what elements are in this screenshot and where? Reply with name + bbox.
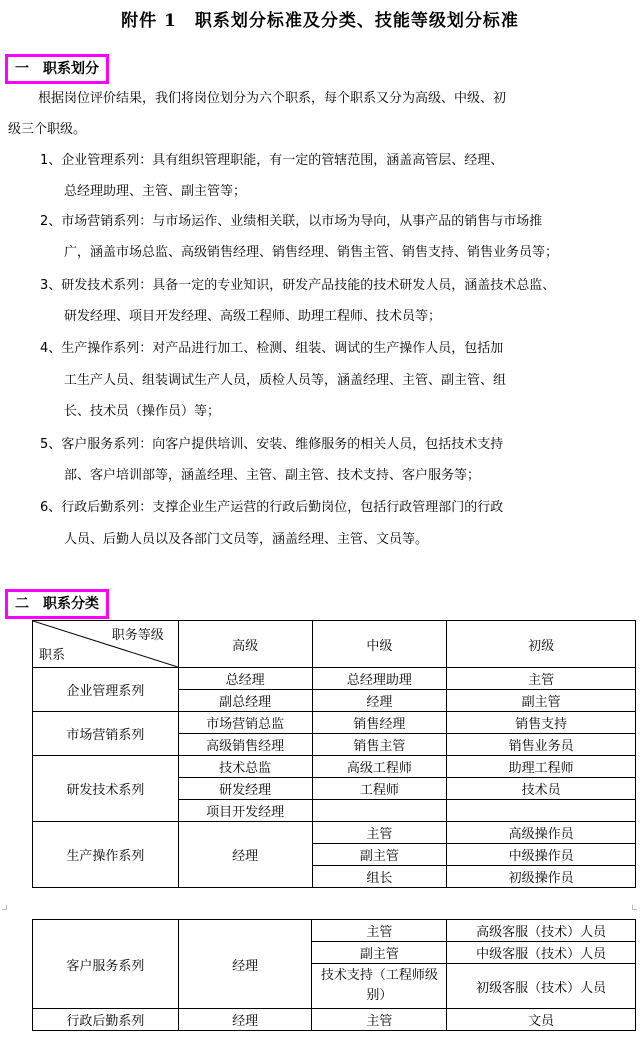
item-4-line-1: 4、生产操作系列：对产品进行加工、检测、组装、调试的生产操作人员，包括加 [40,341,504,356]
table-cell: 高级销售经理 [178,734,312,756]
table-cell: 初级操作员 [447,866,636,888]
table-row [33,668,636,690]
header-series-label: 职系 [39,648,66,663]
table-cell: 经理 [178,1009,312,1031]
table-cell: 助理工程师 [447,756,636,778]
series-name: 研发技术系列 [33,756,179,822]
table-cell: 工程师 [312,778,447,800]
table-cell: 技术支持（工程师级别） [312,964,447,1009]
table-cell: 主管 [312,822,447,844]
table-cell: 副总经理 [178,690,312,712]
table-row [33,920,636,942]
table-row [33,822,636,844]
item-6-line-1: 6、行政后勤系列：支撑企业生产运营的行政后勤岗位，包括行政管理部门的行政 [40,500,504,515]
item-1-line-2: 总经理助理、主管、副主管等； [64,184,247,199]
classification-table-part-2 [32,919,636,1031]
item-5-line-2: 部、客户培训部等，涵盖经理、主管、副主管、技术支持、客户服务等； [64,468,481,483]
table-cell: 主管 [312,1009,447,1031]
item-2-line-1: 2、市场营销系列：与市场运作、业绩相关联，以市场为导向，从事产品的销售与市场推 [40,214,543,229]
table-row [33,756,636,778]
table-cell: 经理 [178,920,312,1009]
table-cell: 项目开发经理 [178,800,312,822]
table-cell: 初级客服（技术）人员 [447,964,636,1009]
table-cell: 组长 [312,866,447,888]
header-junior: 初级 [447,621,636,668]
table-cell: 高级客服（技术）人员 [447,920,636,942]
table-cell: 销售主管 [312,734,447,756]
table-cell: 副主管 [312,942,447,964]
item-2-line-2: 广，涵盖市场总监、高级销售经理、销售经理、销售主管、销售支持、销售业务员等； [64,245,559,260]
header-senior: 高级 [178,621,312,668]
series-name: 市场营销系列 [33,712,179,756]
table-cell: 副主管 [447,690,636,712]
header-rank-label: 职务等级 [111,628,164,643]
section-heading-2: 二 职系分类 [5,589,109,619]
table-cell: 总经理 [178,668,312,690]
table-cell: 市场营销总监 [178,712,312,734]
page-corner-marker [2,905,7,910]
table-cell: 销售经理 [312,712,447,734]
item-3-line-2: 研发经理、项目开发经理、高级工程师、助理工程师、技术员等； [64,309,442,324]
table-cell [312,800,447,822]
table-cell: 经理 [312,690,447,712]
item-3-line-1: 3、研发技术系列：具备一定的专业知识，研发产品技能的技术研发人员，涵盖技术总监、 [40,278,556,293]
item-4-line-3: 长、技术员（操作员）等； [64,404,221,419]
table-row [33,1009,636,1031]
table-cell: 文员 [447,1009,636,1031]
intro-line-2: 级三个职级。 [8,122,87,137]
table-cell: 技术员 [447,778,636,800]
table-cell: 销售业务员 [447,734,636,756]
table-header-row [33,621,636,668]
table-cell: 总经理助理 [312,668,447,690]
item-1-line-1: 1、企业管理系列：具有组织管理职能，有一定的管辖范围，涵盖高管层、经理、 [40,153,504,168]
header-middle: 中级 [312,621,447,668]
table-cell: 销售支持 [447,712,636,734]
series-name: 生产操作系列 [33,822,179,888]
table-cell: 高级操作员 [447,822,636,844]
series-name: 行政后勤系列 [33,1009,179,1031]
table-cell: 副主管 [312,844,447,866]
classification-table-part-1 [32,620,636,888]
series-name: 客户服务系列 [33,920,179,1009]
table-cell: 技术总监 [178,756,312,778]
intro-line-1: 根据岗位评价结果，我们将岗位划分为六个职系，每个职系又分为高级、中级、初 [38,91,507,106]
table-cell: 中级客服（技术）人员 [447,942,636,964]
table-cell: 主管 [312,920,447,942]
table-cell: 主管 [447,668,636,690]
item-5-line-1: 5、客户服务系列：向客户提供培训、安装、维修服务的相关人员，包括技术支持 [40,437,504,452]
section-heading-1: 一 职系划分 [5,54,109,84]
table-cell [447,800,636,822]
item-6-line-2: 人员、后勤人员以及各部门文员等，涵盖经理、主管、文员等。 [64,532,429,547]
table-cell: 中级操作员 [447,844,636,866]
item-4-line-2: 工生产人员、组装调试生产人员，质检人员等，涵盖经理、主管、副主管、组 [64,373,507,388]
table-cell: 研发经理 [178,778,312,800]
diagonal-header-cell [33,621,179,668]
table-cell: 高级工程师 [312,756,447,778]
table-cell: 经理 [178,822,312,888]
page-corner-marker [632,905,637,910]
document-title: 附件 1 职系划分标准及分类、技能等级划分标准 [121,11,519,31]
table-row [33,712,636,734]
series-name: 企业管理系列 [33,668,179,712]
